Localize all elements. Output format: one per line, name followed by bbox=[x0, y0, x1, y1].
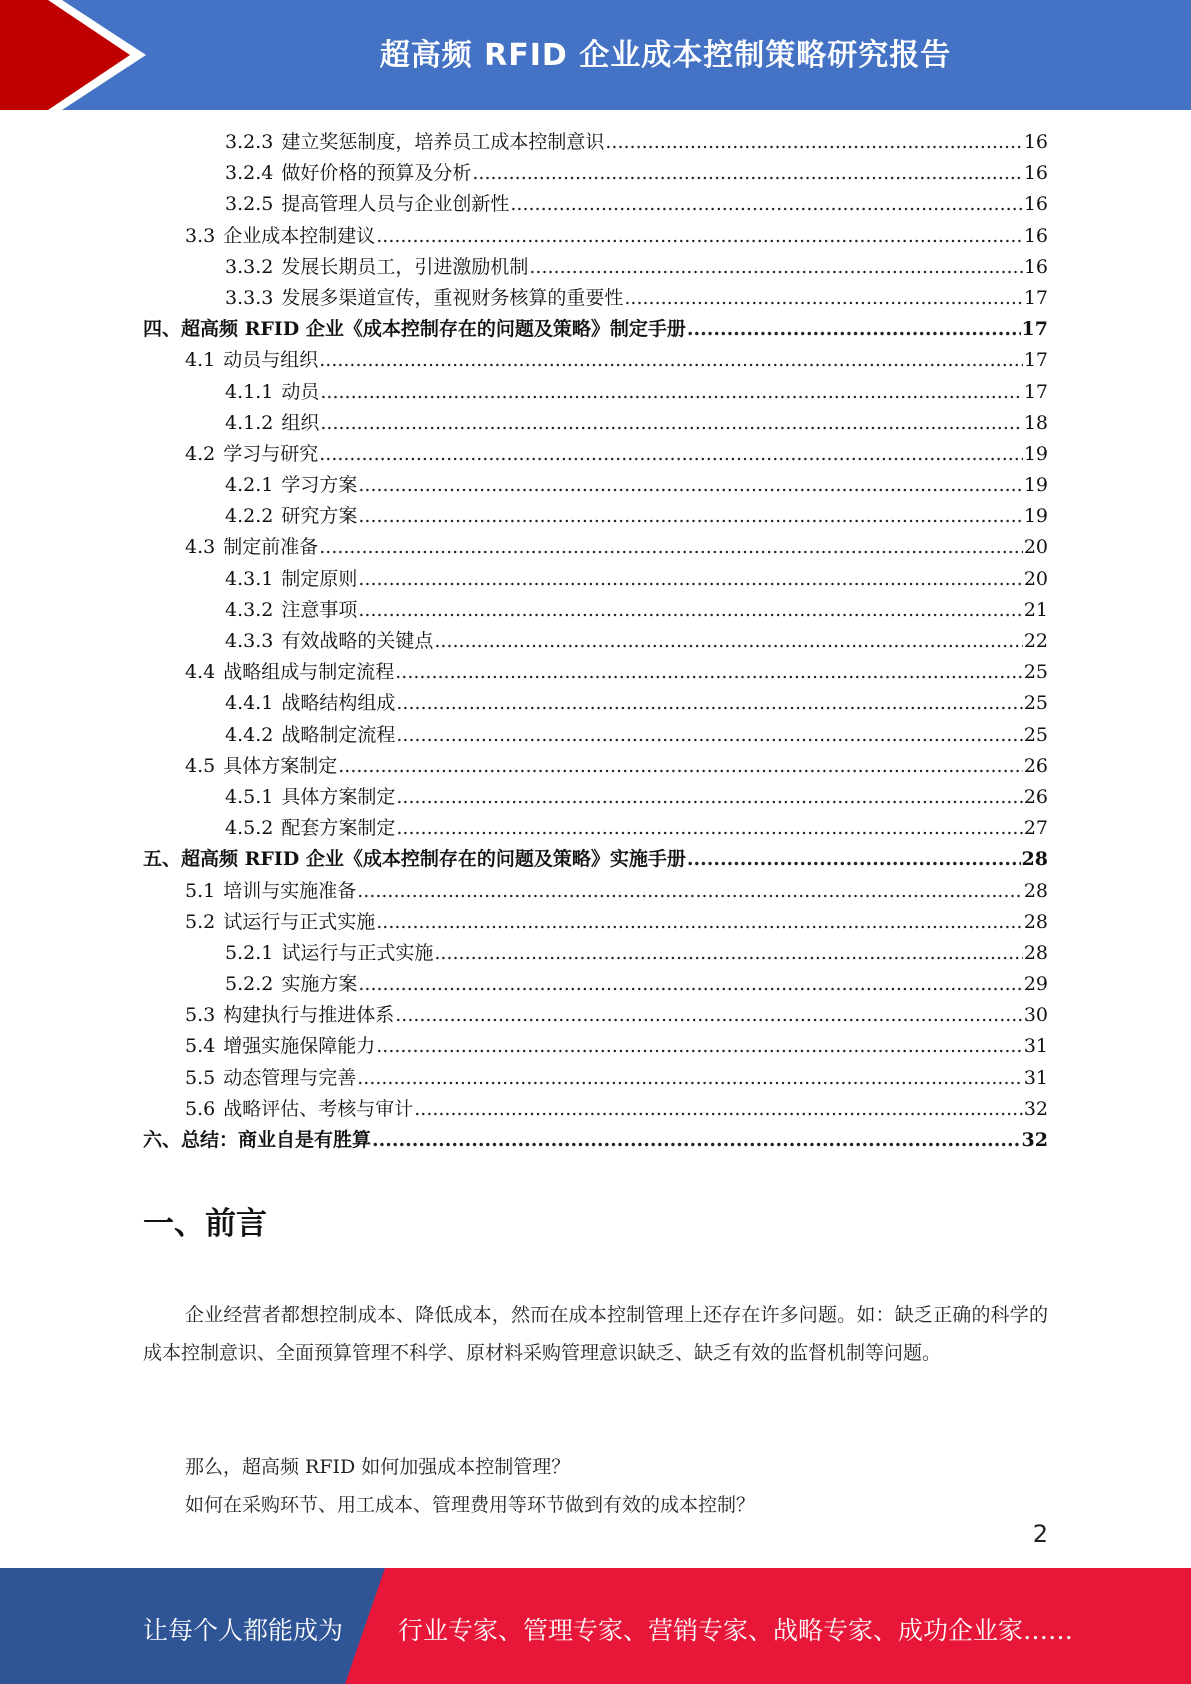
toc-dot-leader bbox=[338, 751, 1023, 782]
page-number: 2 bbox=[1032, 1520, 1048, 1548]
toc-entry-number: 4.3 bbox=[185, 536, 216, 559]
toc-entry-page: 31 bbox=[1023, 1035, 1048, 1058]
toc-dot-leader bbox=[529, 252, 1022, 283]
toc-entry-title: 研究方案 bbox=[281, 505, 358, 528]
toc-entry-title: 培训与实施准备 bbox=[223, 879, 357, 902]
toc-dot-leader bbox=[319, 532, 1023, 563]
toc-entry-title: 实施方案 bbox=[281, 973, 358, 996]
toc-entry-title: 做好价格的预算及分析 bbox=[281, 162, 472, 185]
toc-entry-page: 28 bbox=[1021, 848, 1048, 871]
toc-entry-number: 4.5.2 bbox=[225, 817, 274, 840]
toc-entry-page: 28 bbox=[1023, 910, 1048, 933]
toc-entry-title: 学习与研究 bbox=[223, 442, 319, 465]
toc-dot-leader bbox=[320, 377, 1022, 408]
toc-entry-page: 25 bbox=[1023, 723, 1048, 746]
header-arrow-icon bbox=[0, 0, 150, 110]
toc-dot-leader bbox=[396, 688, 1022, 719]
toc-entry-number: 4.1.2 bbox=[225, 411, 274, 434]
toc-entry-number: 3.2.5 bbox=[225, 193, 274, 216]
toc-entry[interactable] bbox=[143, 751, 1048, 782]
toc-entry[interactable] bbox=[143, 345, 1048, 376]
toc-dot-leader bbox=[395, 1000, 1023, 1031]
toc-entry-title: 制定原则 bbox=[281, 567, 358, 590]
toc-entry[interactable] bbox=[143, 189, 1048, 220]
toc-entry[interactable] bbox=[143, 688, 1048, 719]
toc-dot-leader bbox=[472, 158, 1022, 189]
toc-entry[interactable] bbox=[143, 252, 1048, 283]
toc-entry[interactable] bbox=[143, 564, 1048, 595]
toc-entry-page: 22 bbox=[1023, 630, 1048, 652]
table-of-contents bbox=[143, 127, 1048, 1156]
toc-entry-title: 配套方案制定 bbox=[281, 817, 396, 840]
toc-entry-page: 26 bbox=[1023, 785, 1048, 808]
toc-entry[interactable] bbox=[143, 595, 1048, 626]
toc-entry-title: 动态管理与完善 bbox=[223, 1066, 357, 1089]
toc-entry-page: 16 bbox=[1023, 162, 1048, 185]
toc-entry-number: 4.3.2 bbox=[225, 598, 274, 621]
toc-entry-title: 试运行与正式实施 bbox=[281, 941, 434, 964]
toc-dot-leader bbox=[395, 657, 1023, 688]
toc-entry-title: 建立奖惩制度，培养员工成本控制意识 bbox=[281, 131, 605, 153]
toc-entry-title: 学习方案 bbox=[281, 474, 358, 497]
toc-dot-leader bbox=[605, 127, 1022, 158]
toc-dot-leader bbox=[687, 844, 1021, 875]
toc-entry-number: 3.3.3 bbox=[225, 286, 274, 309]
toc-entry[interactable] bbox=[143, 1063, 1048, 1094]
toc-entry-number: 3.3.2 bbox=[225, 255, 274, 278]
toc-entry[interactable] bbox=[143, 283, 1048, 314]
toc-entry[interactable] bbox=[143, 439, 1048, 470]
toc-entry[interactable] bbox=[143, 408, 1048, 439]
toc-entry-number: 3.2.4 bbox=[225, 162, 274, 185]
toc-entry[interactable] bbox=[143, 221, 1048, 252]
toc-dot-leader bbox=[358, 501, 1022, 532]
toc-entry[interactable] bbox=[143, 158, 1048, 189]
toc-entry-title: 增强实施保障能力 bbox=[223, 1035, 376, 1058]
toc-entry-title: 有效战略的关键点 bbox=[281, 630, 434, 652]
toc-dot-leader bbox=[372, 1125, 1021, 1156]
toc-entry[interactable] bbox=[143, 938, 1048, 969]
toc-dot-leader bbox=[376, 907, 1023, 938]
toc-entry-number: 4.4 bbox=[185, 661, 216, 684]
toc-entry-page: 16 bbox=[1023, 224, 1048, 247]
toc-entry-page: 28 bbox=[1023, 941, 1048, 964]
toc-entry[interactable] bbox=[143, 470, 1048, 501]
toc-entry[interactable] bbox=[143, 127, 1048, 158]
toc-entry-number: 4.4.1 bbox=[225, 692, 274, 715]
page-footer bbox=[0, 1568, 1191, 1684]
toc-entry-page: 17 bbox=[1023, 380, 1048, 403]
footer-slogan-right: 行业专家、管理专家、营销专家、战略专家、成功企业家…… bbox=[398, 1616, 1074, 1645]
toc-entry-title: 具体方案制定 bbox=[223, 754, 338, 777]
toc-entry-number: 4.2 bbox=[185, 442, 216, 465]
toc-entry-number: 3.3 bbox=[185, 224, 216, 247]
toc-entry[interactable] bbox=[143, 844, 1048, 875]
section-heading: 一、前言 bbox=[143, 1206, 267, 1242]
toc-entry-number: 4.5.1 bbox=[225, 785, 274, 808]
toc-entry[interactable] bbox=[143, 626, 1048, 657]
toc-entry-page: 20 bbox=[1023, 567, 1048, 590]
toc-entry[interactable] bbox=[143, 314, 1048, 345]
toc-dot-leader bbox=[510, 189, 1022, 220]
toc-dot-leader bbox=[357, 876, 1023, 907]
toc-entry-title: 发展长期员工，引进激励机制 bbox=[281, 255, 529, 278]
toc-entry-page: 31 bbox=[1023, 1066, 1048, 1089]
footer-slogan-left: 让每个人都能成为 bbox=[143, 1616, 344, 1645]
toc-entry[interactable] bbox=[143, 782, 1048, 813]
toc-entry[interactable] bbox=[143, 1094, 1048, 1125]
toc-entry-number: 4.3.1 bbox=[225, 567, 274, 590]
toc-entry[interactable] bbox=[143, 657, 1048, 688]
toc-entry-title: 战略制定流程 bbox=[281, 723, 396, 746]
toc-entry-page: 18 bbox=[1023, 411, 1048, 434]
toc-dot-leader bbox=[396, 813, 1022, 844]
toc-dot-leader bbox=[358, 470, 1022, 501]
toc-entry-title: 战略结构组成 bbox=[281, 692, 396, 715]
toc-entry-page: 27 bbox=[1023, 817, 1048, 840]
toc-entry-title: 组织 bbox=[281, 411, 320, 434]
toc-entry[interactable] bbox=[143, 1125, 1048, 1156]
toc-entry-title: 发展多渠道宣传，重视财务核算的重要性 bbox=[281, 286, 624, 309]
toc-entry-number: 5.3 bbox=[185, 1004, 216, 1027]
toc-dot-leader bbox=[376, 221, 1023, 252]
toc-entry-page: 32 bbox=[1021, 1129, 1048, 1151]
toc-dot-leader bbox=[396, 782, 1022, 813]
toc-entry-page: 25 bbox=[1023, 692, 1048, 715]
toc-entry-number: 5.1 bbox=[185, 879, 216, 902]
toc-entry-page: 30 bbox=[1023, 1004, 1048, 1027]
toc-entry-number: 4.3.3 bbox=[225, 630, 274, 652]
toc-entry-page: 19 bbox=[1023, 505, 1048, 528]
toc-entry-page: 17 bbox=[1023, 286, 1048, 309]
toc-entry-number: 5.2.2 bbox=[225, 973, 274, 996]
toc-entry-title: 制定前准备 bbox=[223, 536, 319, 559]
toc-dot-leader bbox=[357, 1063, 1023, 1094]
toc-entry[interactable] bbox=[143, 907, 1048, 938]
toc-entry-title: 战略组成与制定流程 bbox=[223, 661, 395, 684]
toc-dot-leader bbox=[376, 1031, 1023, 1062]
toc-entry[interactable] bbox=[143, 532, 1048, 563]
toc-entry[interactable] bbox=[143, 720, 1048, 751]
toc-entry-title: 战略评估、考核与审计 bbox=[223, 1097, 414, 1120]
toc-entry-title: 四、超高频 RFID 企业《成本控制存在的问题及策略》制定手册 bbox=[143, 318, 686, 341]
toc-dot-leader bbox=[358, 595, 1022, 626]
toc-entry-page: 32 bbox=[1023, 1097, 1048, 1120]
toc-dot-leader bbox=[414, 1094, 1023, 1125]
toc-entry-number: 5.4 bbox=[185, 1035, 216, 1058]
toc-entry-page: 26 bbox=[1023, 754, 1048, 777]
toc-entry-page: 16 bbox=[1023, 131, 1048, 153]
toc-entry-page: 19 bbox=[1023, 474, 1048, 497]
toc-entry-number: 4.1.1 bbox=[225, 380, 274, 403]
toc-entry-number: 3.2.3 bbox=[225, 131, 274, 153]
toc-entry-title: 动员与组织 bbox=[223, 349, 319, 372]
toc-entry-page: 17 bbox=[1021, 318, 1048, 341]
toc-entry-number: 4.1 bbox=[185, 349, 216, 372]
toc-dot-leader bbox=[319, 345, 1023, 376]
toc-entry-title: 构建执行与推进体系 bbox=[223, 1004, 395, 1027]
toc-entry-number: 5.2.1 bbox=[225, 941, 274, 964]
toc-entry[interactable] bbox=[143, 377, 1048, 408]
toc-entry-title: 提高管理人员与企业创新性 bbox=[281, 193, 510, 216]
toc-entry-title: 六、总结：商业自是有胜算 bbox=[143, 1129, 372, 1151]
toc-dot-leader bbox=[624, 283, 1022, 314]
toc-dot-leader bbox=[319, 439, 1023, 470]
question-line-1: 那么，超高频 RFID 如何加强成本控制管理？ bbox=[185, 1456, 571, 1478]
toc-entry-title: 五、超高频 RFID 企业《成本控制存在的问题及策略》实施手册 bbox=[143, 848, 686, 871]
toc-entry-page: 17 bbox=[1023, 349, 1048, 372]
toc-entry-title: 试运行与正式实施 bbox=[223, 910, 376, 933]
toc-entry[interactable] bbox=[143, 1031, 1048, 1062]
toc-entry[interactable] bbox=[143, 1000, 1048, 1031]
page-header bbox=[0, 0, 1191, 110]
toc-entry-number: 4.2.1 bbox=[225, 474, 274, 497]
toc-entry-number: 4.2.2 bbox=[225, 505, 274, 528]
toc-entry-page: 29 bbox=[1023, 973, 1048, 996]
toc-dot-leader bbox=[320, 408, 1022, 439]
toc-entry-title: 具体方案制定 bbox=[281, 785, 396, 808]
toc-entry-number: 4.5 bbox=[185, 754, 216, 777]
toc-dot-leader bbox=[434, 938, 1022, 969]
toc-entry[interactable] bbox=[143, 969, 1048, 1000]
toc-entry-number: 5.6 bbox=[185, 1097, 216, 1120]
toc-entry[interactable] bbox=[143, 876, 1048, 907]
toc-entry[interactable] bbox=[143, 501, 1048, 532]
toc-entry-title: 动员 bbox=[281, 380, 320, 403]
toc-entry[interactable] bbox=[143, 813, 1048, 844]
toc-entry-page: 16 bbox=[1023, 255, 1048, 278]
toc-entry-page: 20 bbox=[1023, 536, 1048, 559]
toc-entry-number: 5.5 bbox=[185, 1066, 216, 1089]
header-title: 超高频 RFID 企业成本控制策略研究报告 bbox=[379, 38, 952, 73]
toc-dot-leader bbox=[358, 564, 1022, 595]
toc-entry-number: 5.2 bbox=[185, 910, 216, 933]
toc-entry-title: 企业成本控制建议 bbox=[223, 224, 376, 247]
toc-dot-leader bbox=[396, 720, 1022, 751]
toc-entry-page: 25 bbox=[1023, 661, 1048, 684]
toc-entry-page: 21 bbox=[1023, 598, 1048, 621]
toc-dot-leader bbox=[434, 626, 1022, 657]
toc-entry-page: 16 bbox=[1023, 193, 1048, 216]
question-line-2: 如何在采购环节、用工成本、管理费用等环节做到有效的成本控制？ bbox=[185, 1494, 756, 1516]
toc-entry-number: 4.4.2 bbox=[225, 723, 274, 746]
toc-entry-page: 28 bbox=[1023, 879, 1048, 902]
toc-entry-page: 19 bbox=[1023, 442, 1048, 465]
toc-entry-title: 注意事项 bbox=[281, 598, 358, 621]
toc-dot-leader bbox=[687, 314, 1021, 345]
toc-dot-leader bbox=[358, 969, 1022, 1000]
intro-paragraph: 企业经营者都想控制成本、降低成本，然而在成本控制管理上还存在许多问题。如：缺乏正确的科学的成本控制意识、全面预算管理不科学、原材料采购管理意识缺乏、缺乏有效的监督机制等问题。 bbox=[143, 1304, 1048, 1364]
